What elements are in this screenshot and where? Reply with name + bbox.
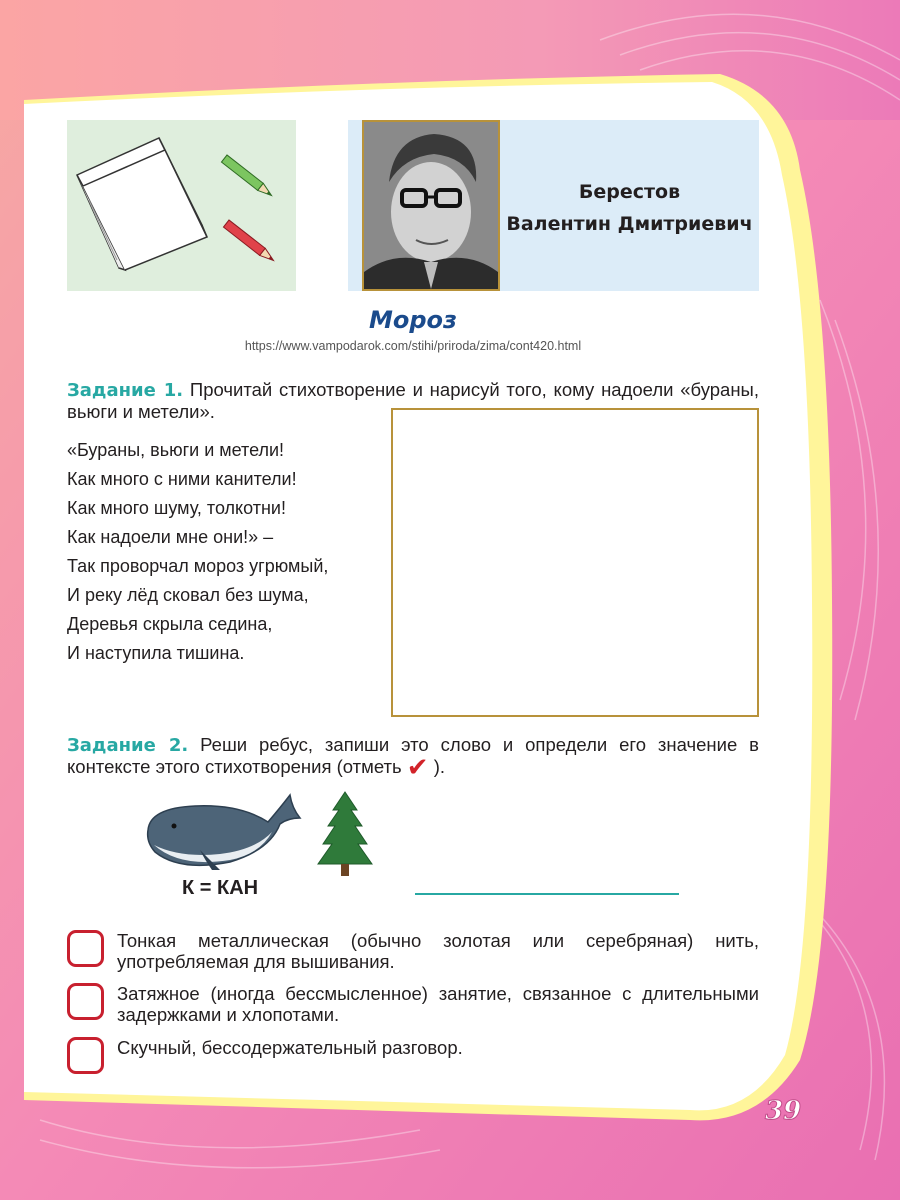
green-pencil-icon xyxy=(221,155,274,199)
checkmark-icon: ✔ xyxy=(406,752,429,782)
author-full-name: Валентин Дмитриевич xyxy=(506,213,753,235)
fir-tree-icon xyxy=(318,792,372,876)
poem-line: Как много с ними канители! xyxy=(67,469,297,489)
poem-line: «Бураны, вьюги и метели! xyxy=(67,440,285,460)
option-1-checkbox[interactable] xyxy=(67,930,104,967)
poem-line: И наступила тишина. xyxy=(67,643,245,663)
option-3-checkbox[interactable] xyxy=(67,1037,104,1074)
author-card xyxy=(348,120,759,291)
task-2-label: Задание 2. xyxy=(67,735,189,756)
book-pencils-illustration xyxy=(67,120,296,291)
task-1-label: Задание 1. xyxy=(67,380,184,401)
author-portrait xyxy=(362,120,500,291)
poem xyxy=(67,436,328,668)
author-surname: Берестов xyxy=(578,181,681,203)
poem-line: Так проворчал мороз угрюмый, xyxy=(67,556,329,576)
option-3-text: Скучный, бессодержательный разговор. xyxy=(117,1037,463,1058)
task-1-text: Прочитай стихотворение и нарисуй того, кому надоели «бураны, вьюги и метели». xyxy=(67,379,759,422)
poem-line: Как много шуму, толкотни! xyxy=(67,498,286,518)
task-2 xyxy=(67,734,759,782)
author-name xyxy=(500,176,759,240)
red-pencil-icon xyxy=(223,220,276,264)
option-2-text: Затяжное (иногда бессмысленное) занятие, связанное с длительными задержками и хлопотами. xyxy=(117,983,759,1025)
task-2-text: Реши ребус, запиши это слово и определи его значение в контексте этого стихотворения (отметь xyxy=(67,734,759,777)
whale-icon xyxy=(148,795,300,870)
answer-line[interactable] xyxy=(415,893,679,895)
poem-line: Деревья скрыла седина, xyxy=(67,614,273,634)
poem-line: Как надоели мне они!» – xyxy=(67,527,274,547)
rebus-images xyxy=(140,790,700,880)
header xyxy=(67,120,759,291)
drawing-area[interactable] xyxy=(391,408,759,717)
book-icon xyxy=(77,138,207,270)
task-2-text-end: ). xyxy=(428,756,446,777)
poem-line: И реку лёд сковал без шума, xyxy=(67,585,309,605)
option-1-text: Тонкая металлическая (обычно золотая или серебряная) нить, употребляемая для вышивания. xyxy=(117,930,759,972)
rebus-rule: К = КАН xyxy=(182,877,259,899)
poem-title: Мороз xyxy=(369,306,457,334)
source-url: https://www.vampodarok.com/stihi/priroda/zima/cont420.html xyxy=(244,339,582,353)
page-number: 39 xyxy=(765,1096,802,1126)
option-2-checkbox[interactable] xyxy=(67,983,104,1020)
rebus xyxy=(140,790,700,910)
